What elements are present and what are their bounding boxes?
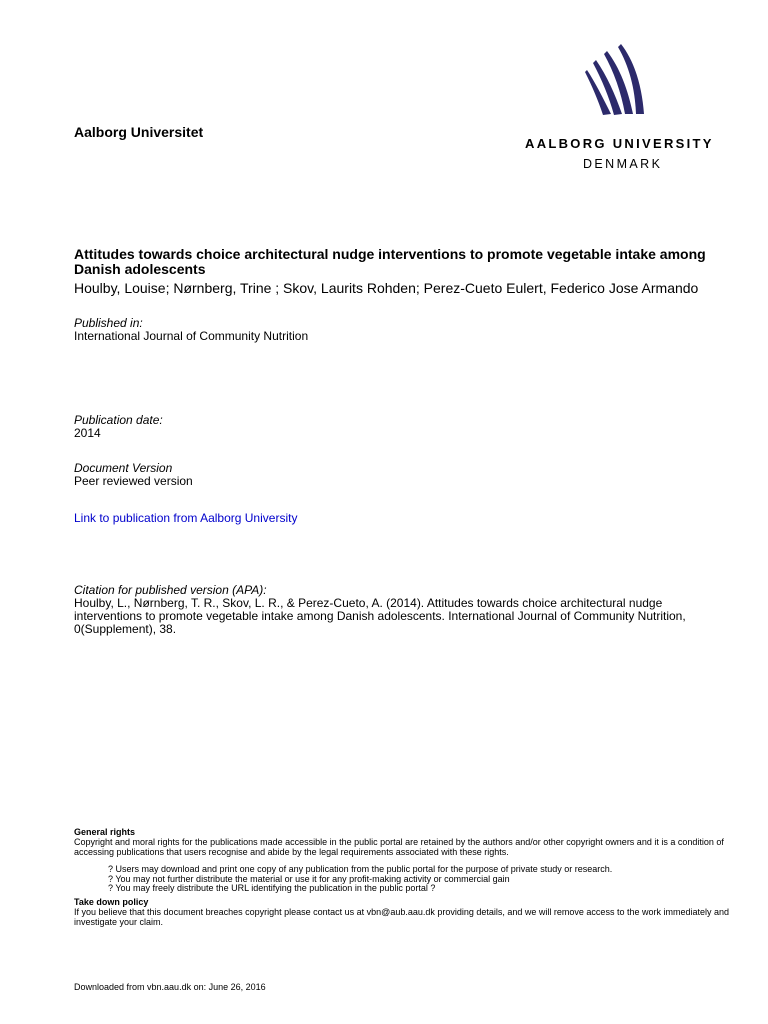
document-version-section xyxy=(74,462,193,488)
download-info: Downloaded from vbn.aau.dk on: June 26, 2016 xyxy=(74,982,266,992)
rights-item: ? You may freely distribute the URL identifying the publication in the public portal ? xyxy=(108,883,436,893)
publication-date-value: 2014 xyxy=(74,426,101,440)
rights-item: ? Users may download and print one copy of any publication from the public portal for the purpose of private study or research. xyxy=(108,864,613,874)
rights-section xyxy=(74,827,734,927)
institution-name: Aalborg Universitet xyxy=(74,124,204,140)
citation-section xyxy=(74,584,724,636)
citation-label: Citation for published version (APA): xyxy=(74,583,267,597)
publication-date-section xyxy=(74,414,163,440)
takedown-text: If you believe that this document breaches copyright please contact us at vbn@aub.aau.dk providing details, and we will remove access to the work immediately and investigate your claim. xyxy=(74,906,729,927)
takedown-heading: Take down policy xyxy=(74,896,149,907)
published-in-section xyxy=(74,317,308,343)
article-title: Attitudes towards choice architectural nudge interventions to promote vegetable intake among Danish adolescents xyxy=(74,246,706,277)
document-version-value: Peer reviewed version xyxy=(74,474,193,488)
document-version-label: Document Version xyxy=(74,461,173,475)
logo-university-name: AALBORG UNIVERSITY xyxy=(525,136,714,151)
published-in-label: Published in: xyxy=(74,316,143,330)
published-in-value: International Journal of Community Nutrition xyxy=(74,329,309,343)
rights-item: ? You may not further distribute the material or use it for any profit-making activity or commercial gain xyxy=(108,873,510,884)
publication-link[interactable]: Link to publication from Aalborg University xyxy=(74,511,298,525)
aalborg-university-logo xyxy=(525,42,725,176)
general-rights-heading: General rights xyxy=(74,827,136,837)
general-rights-text: Copyright and moral rights for the publications made accessible in the public portal are retained by the authors and/or other copyright owners and it is a condition of accessing publications that users recognise and abide by the legal requirements associated with these rights. xyxy=(74,837,724,857)
publication-date-label: Publication date: xyxy=(74,413,163,427)
rights-list xyxy=(108,865,734,894)
logo-country: DENMARK xyxy=(583,157,663,171)
aalborg-logo-mark-icon xyxy=(525,42,725,132)
citation-text: Houlby, L., Nørnberg, T. R., Skov, L. R., & Perez-Cueto, A. (2014). Attitudes towards choice architectural nudge interventions to promote vegetable intake among Danish adolescents. International Journal of Community Nutrition, 0(Supplement), 38. xyxy=(74,596,686,636)
article-authors: Houlby, Louise; Nørnberg, Trine ; Skov, Laurits Rohden; Perez-Cueto Eulert, Federico Jose Armando xyxy=(74,280,699,296)
